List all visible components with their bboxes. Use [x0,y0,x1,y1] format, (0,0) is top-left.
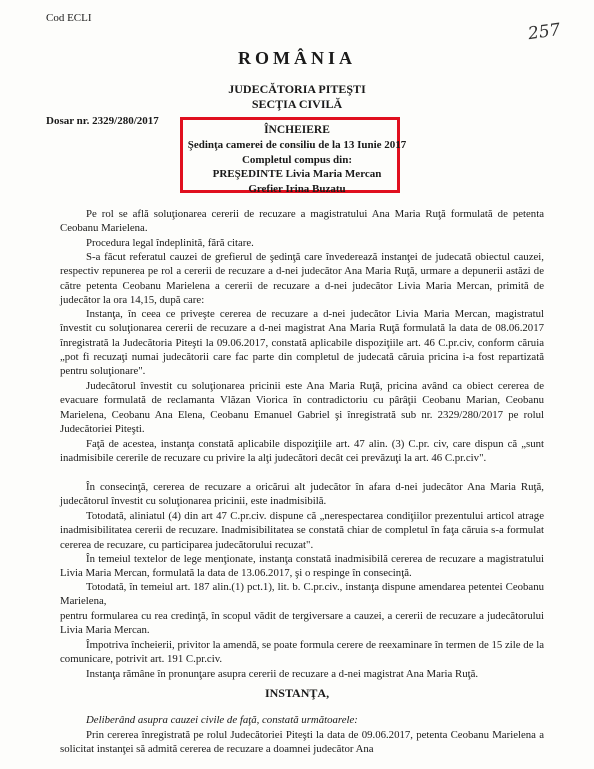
court-line: JUDECĂTORIA PITEŞTI [228,82,366,96]
document-type: ÎNCHEIERE [264,124,330,136]
panel-label: Completul compus din: [241,154,353,166]
president-name: PREŞEDINTE Livia Maria Mercan [212,168,382,180]
paragraph: Instanţa, în ceea ce priveşte cererea de recuzare a d-nei judecător Livia Maria Mercan, magistratul învestit cu soluţionarea cererii de recuzare a d-nei magistrat Ana Maria Ruţă formulată la data de 08.06.2017 înregistrată la Judecătoria Piteşti la 09.06.2017, constată aplicabile dispoziţiile art. 46 C.pr.civ, conform căruia „pot fi recuzaţi numai judecătorii care fac parte din completul de judecată căruia pricina i-a fost repartizată pentru soluţionare". [60,308,544,378]
paragraph: Pe rol se află soluţionarea cererii de recuzare a magistratului Ana Maria Ruţă formulată de petenta Ceobanu Marielena. [60,208,544,235]
section-title: INSTANŢA, [264,686,330,700]
paragraph: Totodată, aliniatul (4) din art 47 C.pr.civ. dispune că „nerespectarea condiţiilor prezentului articol atrage inadmisibilitatea cererii de recuzare. Inadmisibilitatea se constată chiar de completul în faţa căruia s-a formulat cererea de recuzare, cu participarea judecătorului recuzat". [60,510,544,551]
clerk-name: Grefier Irina Buzatu [248,183,346,195]
paragraph: pentru formularea cu rea credinţă, în scopul vădit de tergiversare a cauzei, a cererii de recuzare a judecătorului Livia Maria Mercan. [60,610,544,637]
case-number: Dosar nr. 2329/280/2017 [46,115,159,127]
paragraph: În consecinţă, cererea de recuzare a oricărui alt judecător în afara d-nei judecător Ana Maria Ruţă, judecătorul învestit cu soluţionarea pricinii, este inadmisibilă. [60,481,544,508]
handwritten-page-number: 257 [526,19,562,45]
deliberation-line: Deliberând asupra cauzei civile de faţă, constată următoarele: [86,714,358,726]
session-date: Şedinţa camerei de consiliu de la 13 Iunie 2017 [187,139,407,151]
paragraph: Procedura legal îndeplinită, fără citare. [86,237,254,249]
paragraph: Instanţa rămâne în pronunţare asupra cererii de recuzare a d-nei magistrat Ana Maria Ruţă. [86,668,479,680]
paragraph: Împotriva încheierii, privitor la amendă, se poate formula cerere de reexaminare în termen de 15 zile de la comunicare, potrivit art. 191 C.pr.civ. [60,639,544,666]
paragraph: Judecătorul învestit cu soluţionarea pricinii este Ana Maria Ruţă, pricina având ca obiect cererea de evacuare formulată de reclamanta Vlăzan Viorica în contradictoriu cu pârâţii Ceobanu Marian, Ceobanu Marielena, Ceobanu Ana Elena, Ceobanu Emanuel Gabriel şi înregistrată sub nr. 2329/280/2017 pe rolul Judecătoriei Piteşti. [60,380,544,435]
court-section: SECŢIA CIVILĂ [251,97,343,111]
paragraph: Totodată, în temeiul art. 187 alin.(1) pct.1), lit. b. C.pr.civ., instanţa dispune amendarea petentei Ceobanu Marielena, [60,581,544,608]
court-name [0,82,594,112]
paragraph: S-a făcut referatul cauzei de grefierul de şedinţă care învederează instanţei de judecată obiectul cauzei, respectiv repunerea pe rol a cererii de recuzare a d-nei judecător Ana Maria Ruţă, urmare a depunerii astăzi de către petenta Ceobanu Marielena a cererii de recuzare a d-nei judecător Livia Maria Mercan, primită de judecător la ora 14,15, după care: [60,251,544,306]
ecli-code: Cod ECLI [46,12,92,24]
paragraph: În temeiul textelor de lege menţionate, instanţa constată inadmisibilă cererea de recuzare a magistratului Livia Maria Mercan, formulată la data de 13.06.2017, şi o respinge în consecinţă. [60,553,544,580]
paragraph: Faţă de acestea, instanţa constată aplicabile dispoziţiile art. 47 alin. (3) C.pr. civ, care dispun că „sunt inadmisibile cererile de recuzare cu privire la alţi judecători decât cei prevăzuţi la art. 46 C.pr.civ". [60,438,544,465]
country-title: ROMÂNIA [238,48,356,68]
paragraph: Prin cererea înregistrată pe rolul Judecătoriei Piteşti la data de 09.06.2017, petenta Ceobanu Marielena a solicitat instanţei să admită cererea de recuzare a doamnei judecător Ana [60,729,544,756]
